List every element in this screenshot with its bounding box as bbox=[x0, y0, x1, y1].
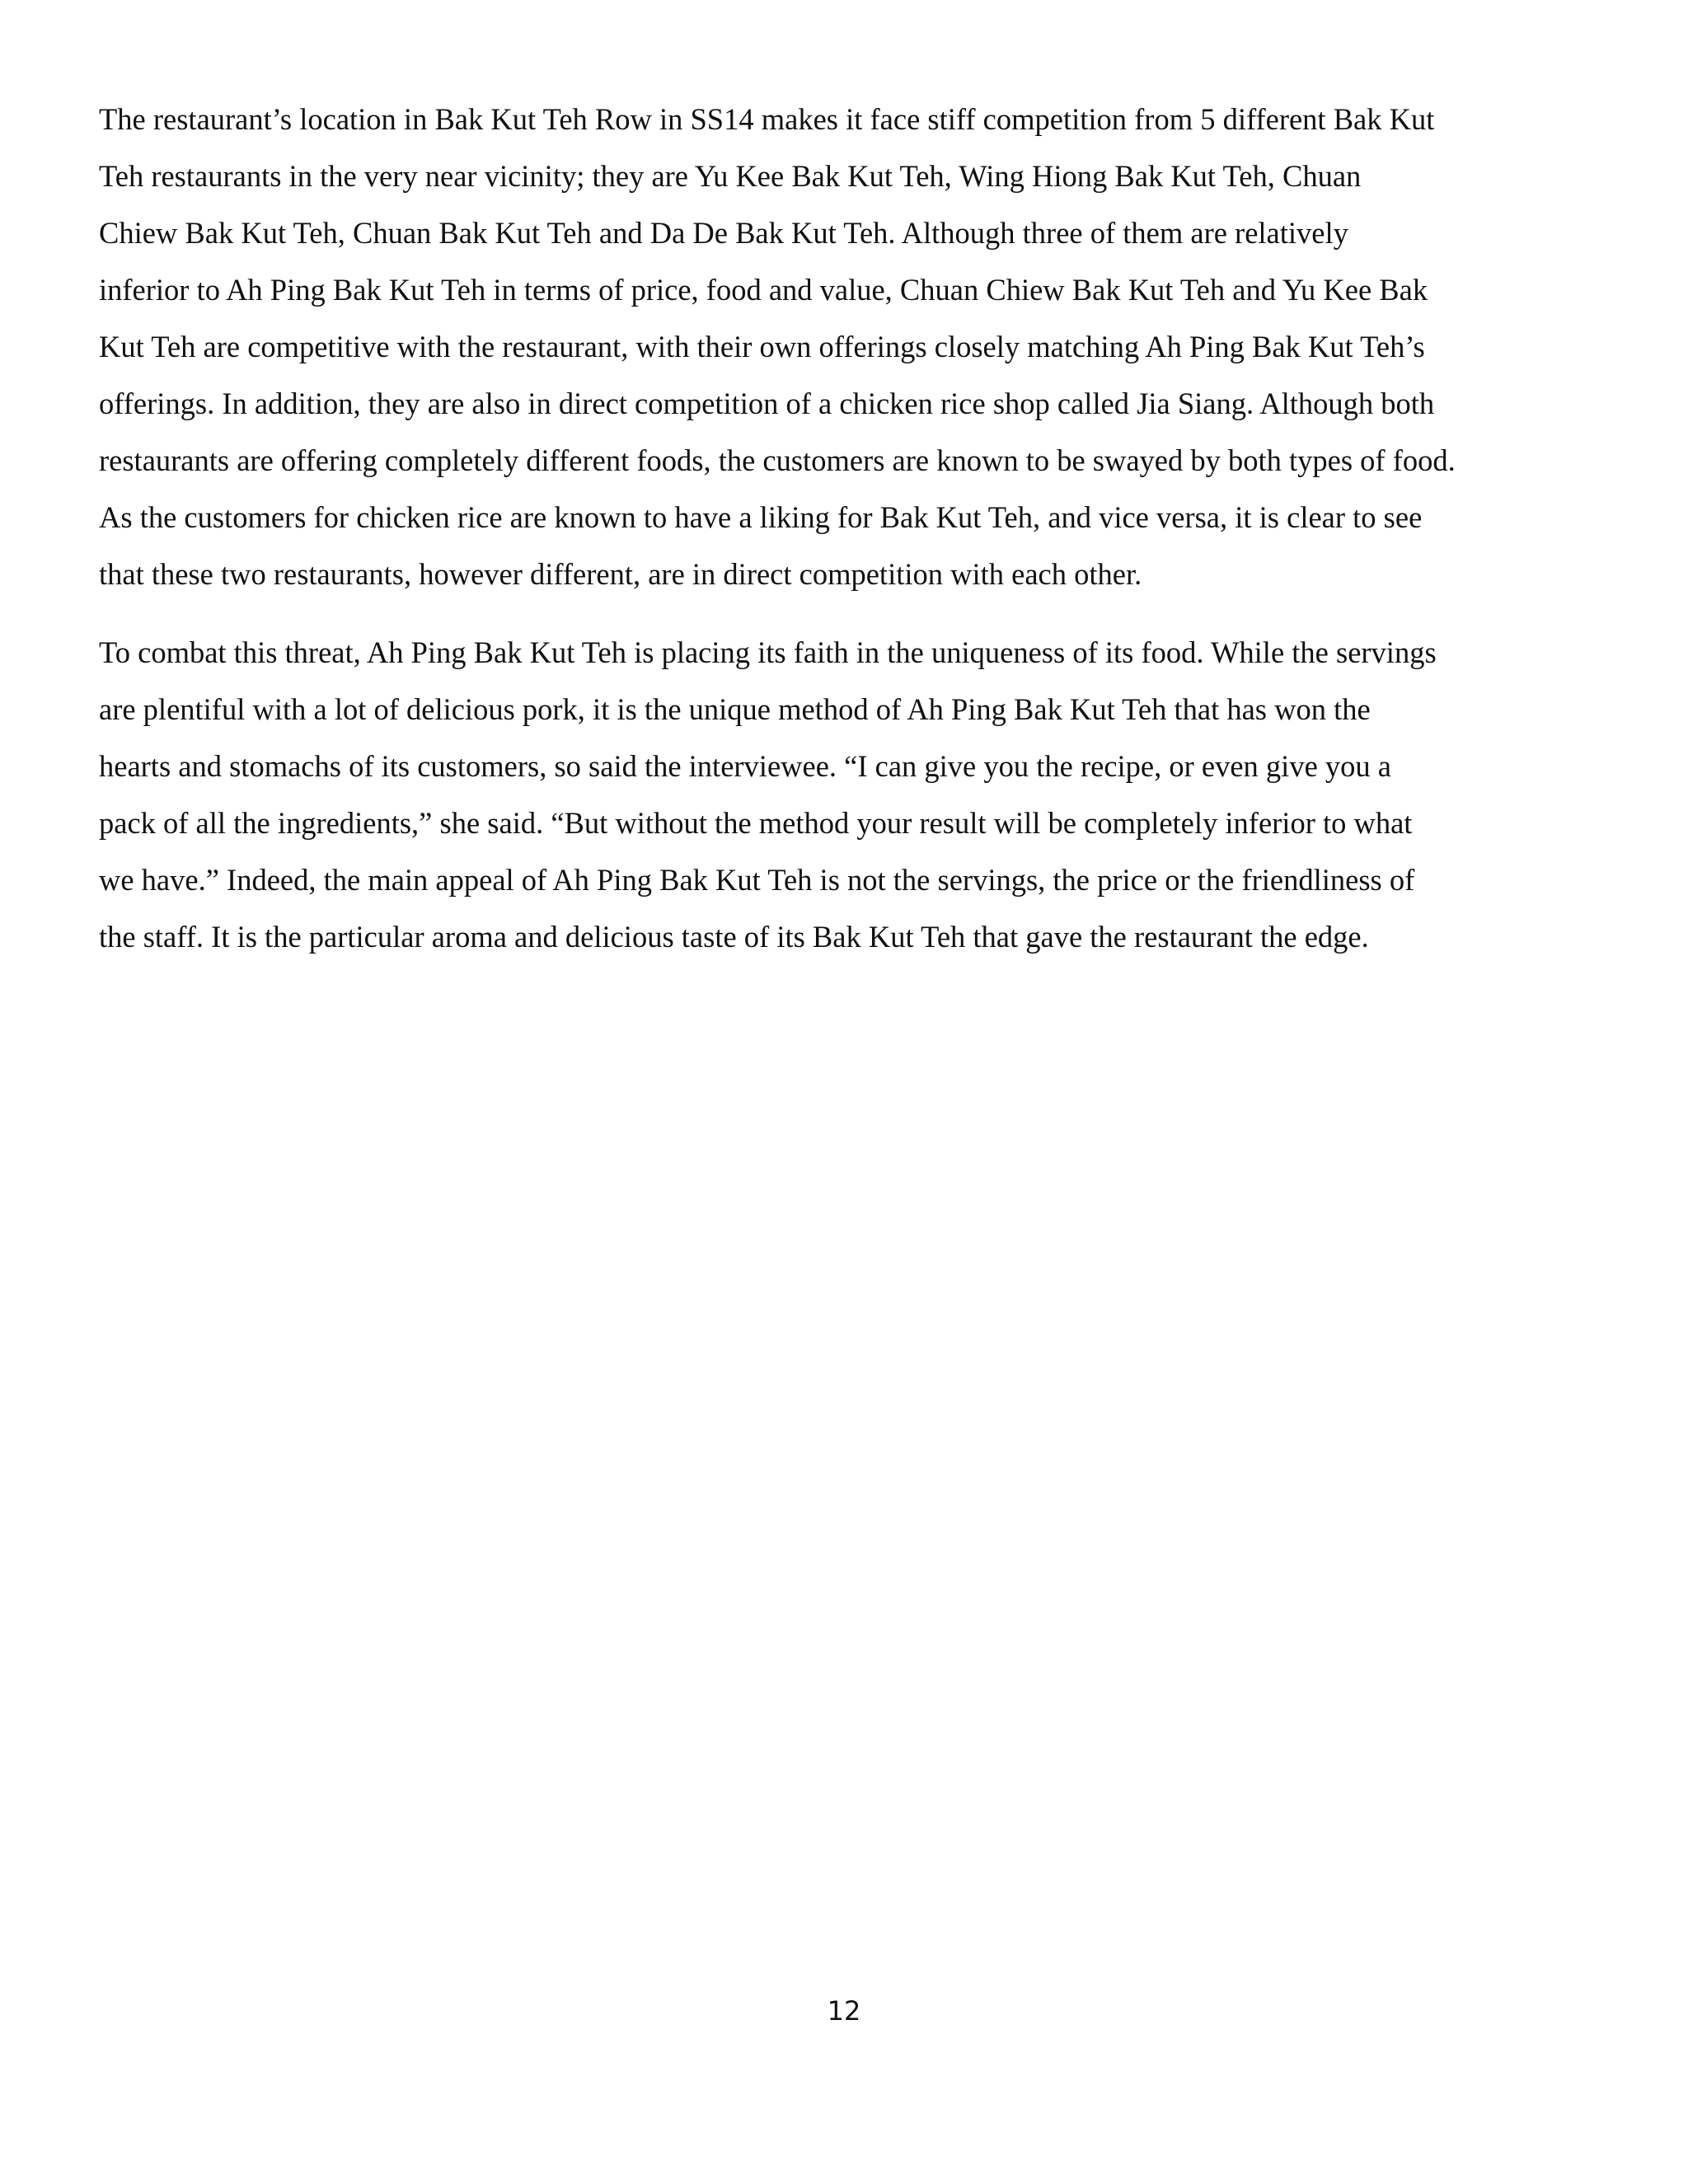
text-line: Teh restaurants in the very near vicinity; they are Yu Kee Bak Kut Teh, Wing Hiong Bak Kut Teh, Chuan bbox=[99, 159, 1362, 193]
text-line: Kut Teh are competitive with the restaurant, with their own offerings closely matching Ah Ping Bak Kut Teh’s bbox=[99, 330, 1425, 363]
paragraph-2 bbox=[99, 624, 1607, 965]
text-line: are plentiful with a lot of delicious pork, it is the unique method of Ah Ping Bak Kut Teh that has won the bbox=[99, 692, 1371, 726]
text-line: offerings. In addition, they are also in direct competition of a chicken rice shop called Jia Siang. Although both bbox=[99, 387, 1435, 420]
text-line: the staff. It is the particular aroma and delicious taste of its Bak Kut Teh that gave the restaurant the edge. bbox=[99, 920, 1369, 954]
paragraph-1 bbox=[99, 91, 1607, 602]
text-line: that these two restaurants, however different, are in direct competition with each other. bbox=[99, 557, 1142, 591]
body-text bbox=[99, 91, 1607, 965]
text-line: inferior to Ah Ping Bak Kut Teh in terms of price, food and value, Chuan Chiew Bak Kut Teh and Yu Kee Bak bbox=[99, 273, 1428, 307]
text-line: To combat this threat, Ah Ping Bak Kut Teh is placing its faith in the uniqueness of its food. While the servings bbox=[99, 635, 1437, 669]
page-number: 12 bbox=[827, 1995, 861, 2027]
text-line: pack of all the ingredients,” she said. “But without the method your result will be completely inferior to what bbox=[99, 806, 1413, 840]
text-line: Chiew Bak Kut Teh, Chuan Bak Kut Teh and Da De Bak Kut Teh. Although three of them are relatively bbox=[99, 216, 1348, 250]
text-line: The restaurant’s location in Bak Kut Teh Row in SS14 makes it face stiff competition from 5 different Bak Kut bbox=[99, 102, 1435, 136]
text-line: As the customers for chicken rice are known to have a liking for Bak Kut Teh, and vice versa, it is clear to see bbox=[99, 500, 1423, 534]
text-line: we have.” Indeed, the main appeal of Ah Ping Bak Kut Teh is not the servings, the price or the friendliness of bbox=[99, 863, 1415, 897]
text-line: hearts and stomachs of its customers, so said the interviewee. “I can give you the recipe, or even give you a bbox=[99, 749, 1391, 783]
text-line: restaurants are offering completely different foods, the customers are known to be swayed by both types of food. bbox=[99, 443, 1456, 477]
